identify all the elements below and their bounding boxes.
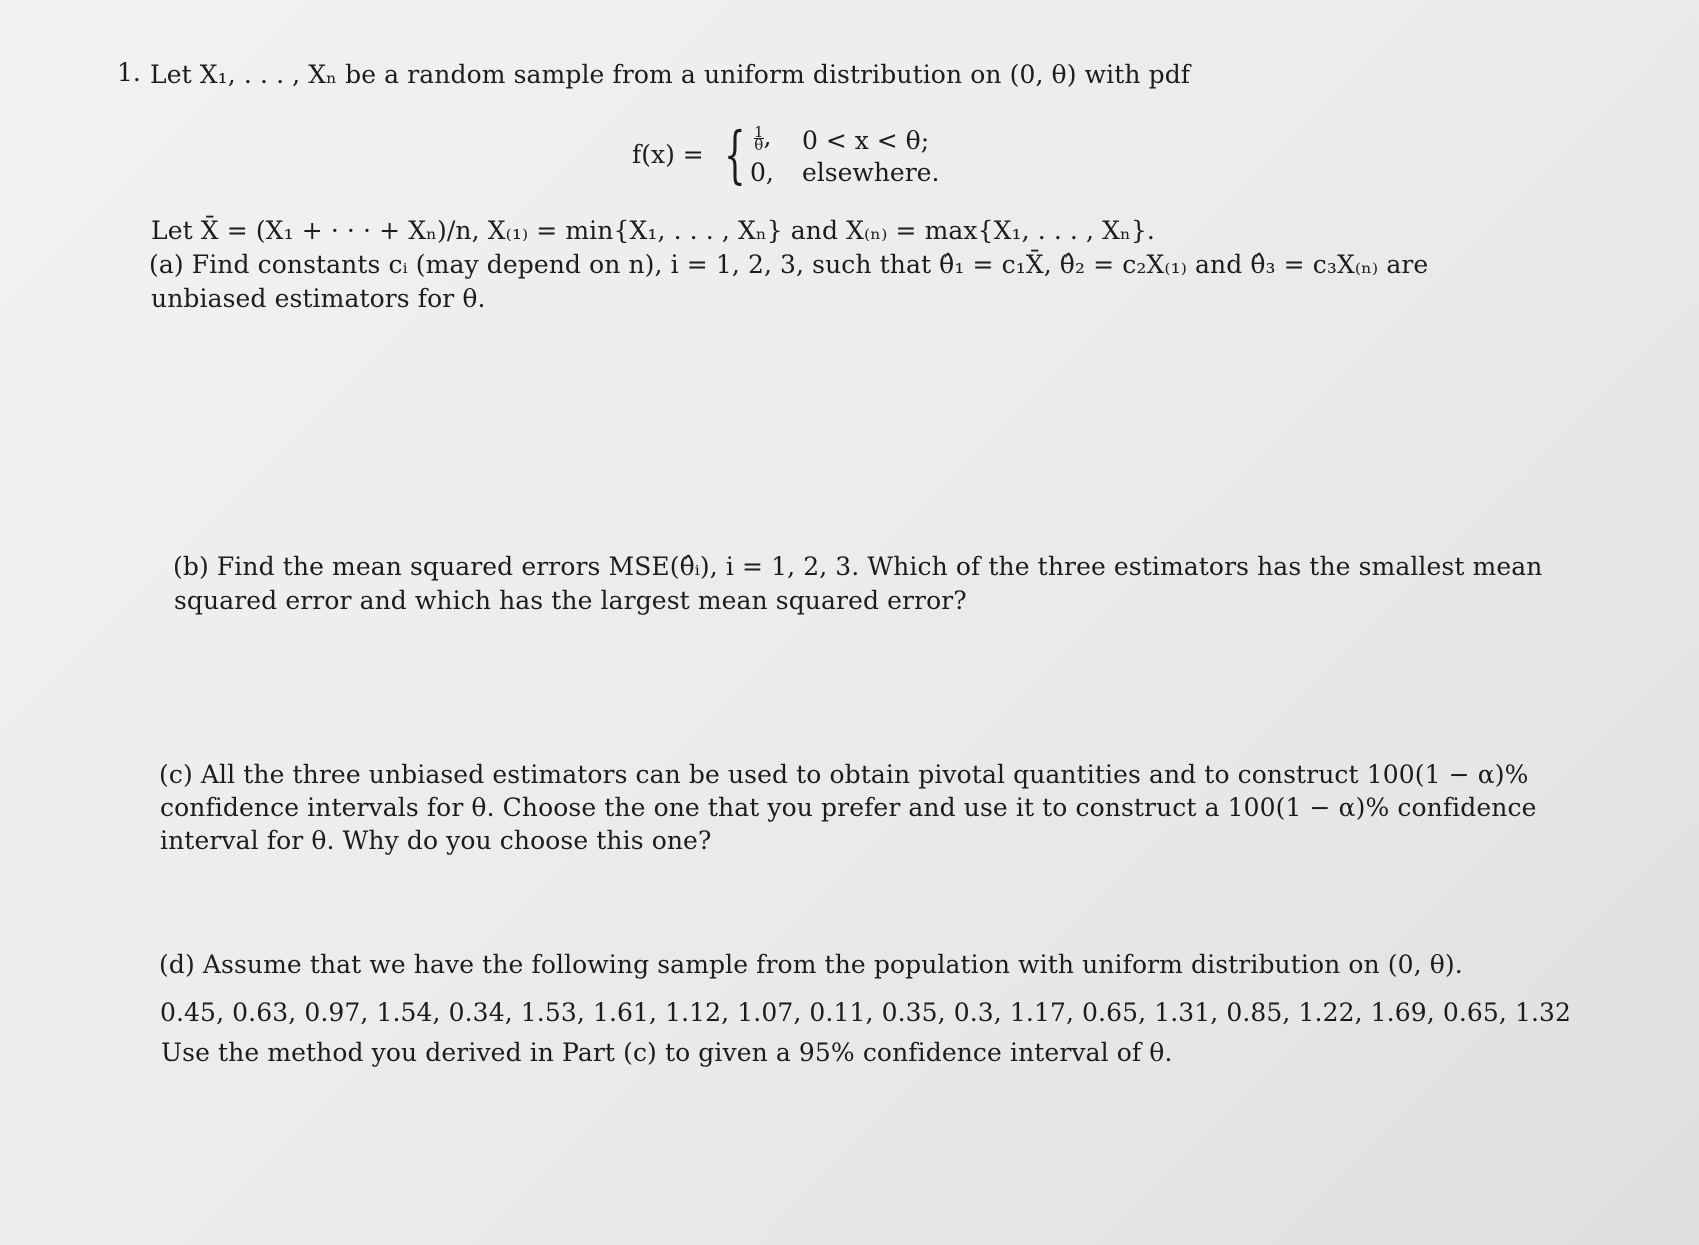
question-intro: Let X₁, . . . , Xₙ be a random sample from a uniform distribution on (0, θ) with pdf bbox=[150, 60, 1191, 89]
part-b-line-1: (b) Find the mean squared errors MSE(θ̂ᵢ), i = 1, 2, 3. Which of the three estimators has the smallest mean bbox=[173, 552, 1543, 581]
pdf-piecewise-formula bbox=[632, 118, 940, 192]
pdf-case2-condition: elsewhere. bbox=[802, 158, 940, 187]
part-a-line-2: unbiased estimators for θ. bbox=[151, 284, 486, 313]
part-c-line-3: interval for θ. Why do you choose this one? bbox=[160, 826, 712, 855]
left-brace-icon: { bbox=[724, 118, 746, 191]
pdf-lhs: f(x) = bbox=[632, 140, 704, 169]
part-c-line-1: (c) All the three unbiased estimators can be used to obtain pivotal quantities and to construct 100(1 − α)% bbox=[159, 760, 1529, 789]
part-a-line-1: (a) Find constants cᵢ (may depend on n), i = 1, 2, 3, such that θ̂₁ = c₁X̄, θ̂₂ = c₂X₍₁₎ and θ̂₃ = c₃X₍ₙ₎ are bbox=[149, 250, 1429, 279]
question-number: 1. bbox=[117, 58, 141, 87]
pdf-case1-value: $\frac{1}{\theta}$ , bbox=[754, 122, 772, 154]
part-d-sample-values: 0.45, 0.63, 0.97, 1.54, 0.34, 1.53, 1.61, 1.12, 1.07, 0.11, 0.35, 0.3, 1.17, 0.65, 1.31, 0.85, 1.22, 1.69, 0.65, 1.32 bbox=[160, 998, 1572, 1027]
definitions-line: Let X̄ = (X₁ + · · · + Xₙ)/n, X₍₁₎ = min{X₁, . . . , Xₙ} and X₍ₙ₎ = max{X₁, . . . , Xₙ}. bbox=[151, 216, 1155, 245]
pdf-case2-value: 0, bbox=[750, 158, 774, 187]
pdf-case1-condition: 0 < x < θ; bbox=[802, 126, 930, 155]
part-d-line-1: (d) Assume that we have the following sample from the population with uniform distribution on (0, θ). bbox=[159, 950, 1463, 979]
part-b-line-2: squared error and which has the largest mean squared error? bbox=[174, 586, 967, 615]
part-d-line-3: Use the method you derived in Part (c) to given a 95% confidence interval of θ. bbox=[161, 1038, 1173, 1067]
part-c-line-2: confidence intervals for θ. Choose the one that you prefer and use it to construct a 100(1 − α)% confidence bbox=[160, 793, 1537, 822]
